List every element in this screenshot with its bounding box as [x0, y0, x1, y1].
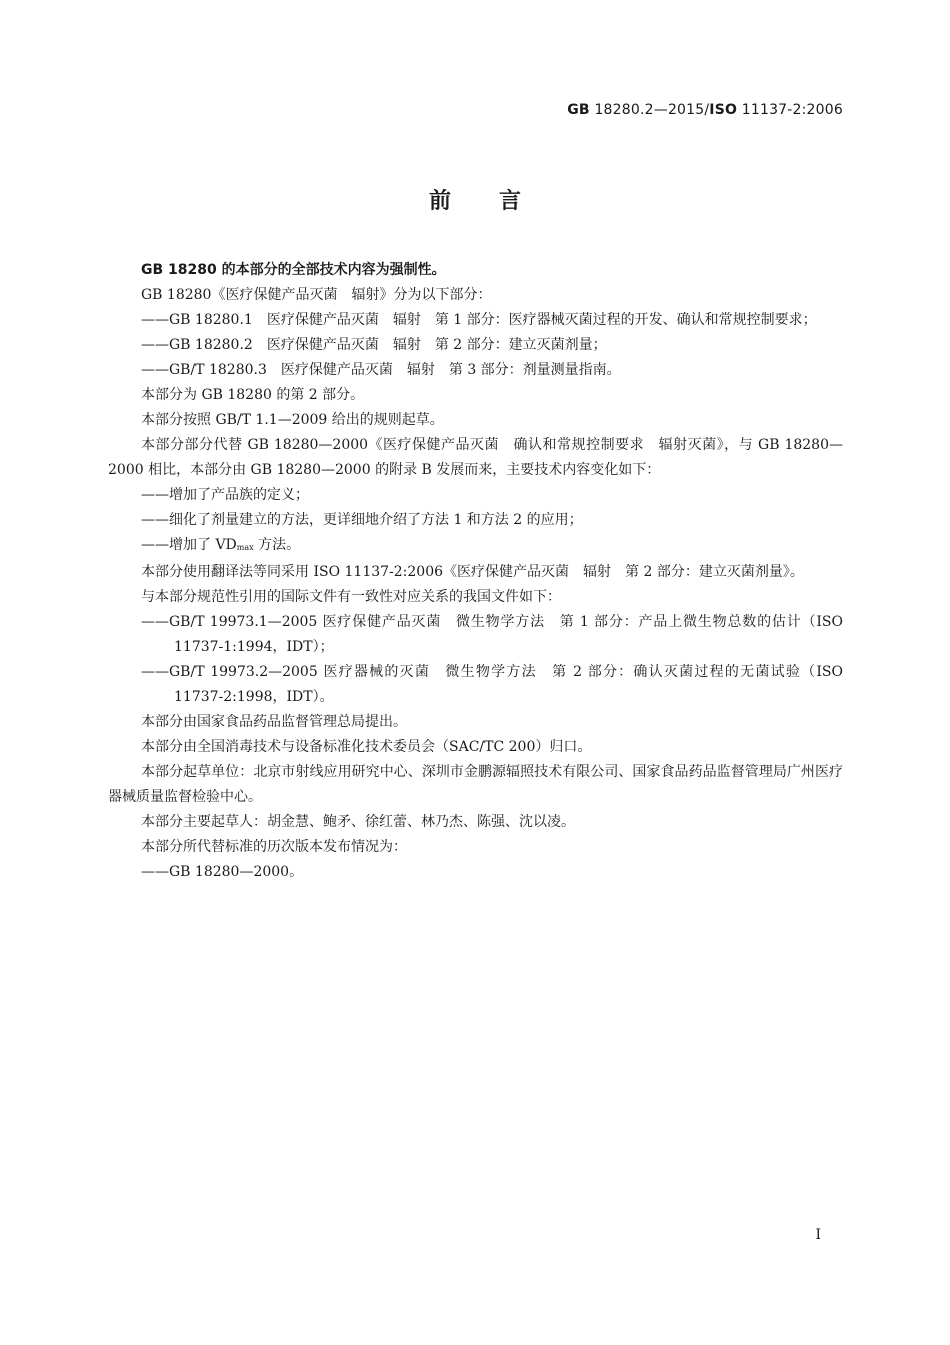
change3-text-b: 方法。: [253, 537, 301, 553]
paragraph-centralized-by: 本部分由全国消毒技术与设备标准化技术委员会（SAC/TC 200）归口。: [141, 739, 592, 755]
paragraph-parts-intro: GB 18280《医疗保健产品灭菌 辐射》分为以下部分：: [141, 287, 492, 303]
list-item-part3: ——GB/T 18280.3 医疗保健产品灭菌 辐射 第 3 部分：剂量测量指南。: [141, 362, 621, 378]
list-item-change2: ——细化了剂量建立的方法，更详细地介绍了方法 1 和方法 2 的应用；: [141, 512, 583, 528]
paragraph-drafting-units: 本部分起草单位：北京市射线应用研究中心、深圳市金鹏源辐照技术有限公司、国家食品药品监督管理局广州医疗器械质量监督检验中心。: [108, 764, 843, 805]
list-item-part2: ——GB 18280.2 医疗保健产品灭菌 辐射 第 2 部分：建立灭菌剂量；: [141, 337, 607, 353]
list-item-change1: ——增加了产品族的定义；: [141, 487, 309, 503]
paragraph-drafters: 本部分主要起草人：胡金慧、鲍矛、徐红蕾、林乃杰、陈强、沈以凌。: [141, 814, 575, 830]
paragraph-drafting-rules: 本部分按照 GB/T 1.1—2009 给出的规则起草。: [141, 412, 444, 428]
code-number: 18280.2—2015/: [589, 102, 710, 118]
paragraph-proposed-by: 本部分由国家食品药品监督管理总局提出。: [141, 714, 407, 730]
document-body: [108, 258, 843, 885]
change3-text-a: ——增加了 VD: [141, 537, 237, 553]
list-item-reference1: ——GB/T 19973.1—2005 医疗保健产品灭菌 微生物学方法 第 1 部分：产品上微生物总数的估计（ISO 11737-1:1994，IDT）；: [141, 614, 843, 655]
paragraph-mandatory: GB 18280 的本部分的全部技术内容为强制性。: [141, 262, 446, 278]
paragraph-adoption: 本部分使用翻译法等同采用 ISO 11137-2:2006《医疗保健产品灭菌 辐射 第 2 部分：建立灭菌剂量》。: [141, 564, 804, 580]
list-item-history1: ——GB 18280—2000。: [141, 864, 304, 880]
list-item-part1: ——GB 18280.1 医疗保健产品灭菌 辐射 第 1 部分：医疗器械灭菌过程的开发、确认和常规控制要求；: [141, 312, 817, 328]
change3-subscript: max: [236, 543, 254, 552]
list-item-reference2: ——GB/T 19973.2—2005 医疗器械的灭菌 微生物学方法 第 2 部分：确认灭菌过程的无菌试验（ISO 11737-2:1998，IDT）。: [141, 664, 843, 705]
page-title: 前言: [428, 189, 569, 214]
code-iso-number: 11137-2:2006: [737, 102, 843, 118]
paragraph-replacement: 本部分部分代替 GB 18280—2000《医疗保健产品灭菌 确认和常规控制要求 辐射灭菌》，与 GB 18280—2000 相比，本部分由 GB 18280—2000 的附录 B 发展而来，主要技术内容变化如下：: [108, 437, 843, 478]
paragraph-references-intro: 与本部分规范性引用的国际文件有一致性对应关系的我国文件如下：: [141, 589, 561, 605]
paragraph-history-intro: 本部分所代替标准的历次版本发布情况为：: [141, 839, 407, 855]
code-iso: ISO: [709, 102, 738, 118]
paragraph-part-number: 本部分为 GB 18280 的第 2 部分。: [141, 387, 365, 403]
list-item-change3: [108, 533, 843, 560]
standard-code-header: [567, 102, 843, 118]
page-number: Ⅰ: [815, 1227, 821, 1243]
code-gb: GB: [567, 102, 590, 118]
